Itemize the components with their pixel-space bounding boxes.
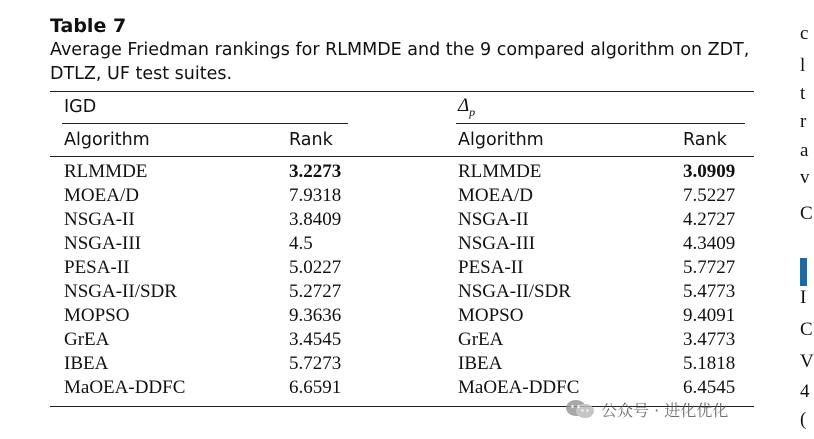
igd-group-rule — [62, 123, 348, 124]
table-top-rule — [50, 91, 754, 92]
delta-symbol: Δ — [458, 95, 470, 116]
col-header-algorithm-delta: Algorithm — [458, 130, 544, 150]
cell-algorithm-igd: MOEA/D — [64, 185, 139, 206]
cell-algorithm-delta: NSGA-III — [458, 233, 536, 254]
clipped-char: C — [800, 203, 813, 224]
cell-rank-igd: 5.7273 — [289, 353, 342, 374]
clipped-char: V — [800, 351, 814, 372]
clipped-char: c — [800, 23, 809, 44]
watermark-text: 公众号 · 进化优化 — [601, 400, 729, 420]
col-header-rank-delta: Rank — [683, 130, 727, 150]
cell-rank-delta: 4.2727 — [683, 209, 736, 230]
col-header-rank-igd: Rank — [289, 130, 333, 150]
cell-rank-delta: 3.0909 — [683, 161, 736, 182]
clipped-char: r — [800, 111, 807, 132]
cell-algorithm-delta: GrEA — [458, 329, 504, 350]
cell-rank-delta: 4.3409 — [683, 233, 736, 254]
cell-rank-delta: 3.4773 — [683, 329, 736, 350]
group-header-delta-p — [458, 95, 475, 123]
cell-algorithm-igd: NSGA-III — [64, 233, 142, 254]
cell-rank-igd: 3.4545 — [289, 329, 342, 350]
cell-rank-delta: 5.7727 — [683, 257, 736, 278]
cell-algorithm-igd: IBEA — [64, 353, 109, 374]
cell-algorithm-delta: RLMMDE — [458, 161, 542, 182]
delta-group-rule — [456, 123, 745, 124]
section-marker-bar — [800, 258, 807, 286]
cell-algorithm-igd: NSGA-II/SDR — [64, 281, 177, 302]
cell-rank-igd: 4.5 — [289, 233, 313, 254]
clipped-char: v — [800, 167, 810, 188]
cell-rank-delta: 7.5227 — [683, 185, 736, 206]
wechat-icon — [565, 398, 595, 420]
cell-algorithm-delta: PESA-II — [458, 257, 524, 278]
clipped-char: t — [800, 83, 806, 104]
cell-rank-igd: 3.8409 — [289, 209, 342, 230]
clipped-char: I — [800, 287, 807, 308]
cell-algorithm-igd: NSGA-II — [64, 209, 135, 230]
header-bottom-rule — [50, 156, 754, 157]
cell-algorithm-delta: NSGA-II — [458, 209, 529, 230]
clipped-char: 4 — [800, 381, 810, 402]
watermark — [565, 396, 728, 422]
cell-rank-igd: 7.9318 — [289, 185, 342, 206]
table-caption-text: Average Friedman rankings for RLMMDE and the 9 compared algorithm on ZDT, DTLZ, UF test suites. — [50, 40, 750, 84]
cell-rank-delta: 5.4773 — [683, 281, 736, 302]
group-header-igd: IGD — [64, 97, 97, 117]
cell-algorithm-igd: MaOEA-DDFC — [64, 377, 186, 398]
table-label: Table 7 — [50, 15, 127, 37]
clipped-char: a — [800, 140, 809, 161]
col-header-algorithm-igd: Algorithm — [64, 130, 150, 150]
cell-algorithm-delta: MOPSO — [458, 305, 524, 326]
cell-algorithm-delta: MOEA/D — [458, 185, 533, 206]
delta-subscript: p — [469, 104, 476, 119]
clipped-char: l — [800, 55, 806, 76]
cell-algorithm-igd: MOPSO — [64, 305, 130, 326]
cell-rank-igd: 5.2727 — [289, 281, 342, 302]
cell-rank-igd: 5.0227 — [289, 257, 342, 278]
table-caption — [50, 14, 762, 86]
cell-algorithm-igd: GrEA — [64, 329, 110, 350]
clipped-char: C — [800, 319, 813, 340]
cell-rank-delta: 6.4545 — [683, 377, 736, 398]
cell-rank-igd: 6.6591 — [289, 377, 342, 398]
cell-algorithm-delta: IBEA — [458, 353, 503, 374]
cell-rank-igd: 3.2273 — [289, 161, 342, 182]
cell-rank-delta: 9.4091 — [683, 305, 736, 326]
cell-algorithm-delta: NSGA-II/SDR — [458, 281, 571, 302]
cell-rank-delta: 5.1818 — [683, 353, 736, 374]
clipped-char: ( — [800, 409, 807, 430]
cell-algorithm-igd: RLMMDE — [64, 161, 148, 182]
cell-algorithm-delta: MaOEA-DDFC — [458, 377, 580, 398]
cell-rank-igd: 9.3636 — [289, 305, 342, 326]
cell-algorithm-igd: PESA-II — [64, 257, 130, 278]
